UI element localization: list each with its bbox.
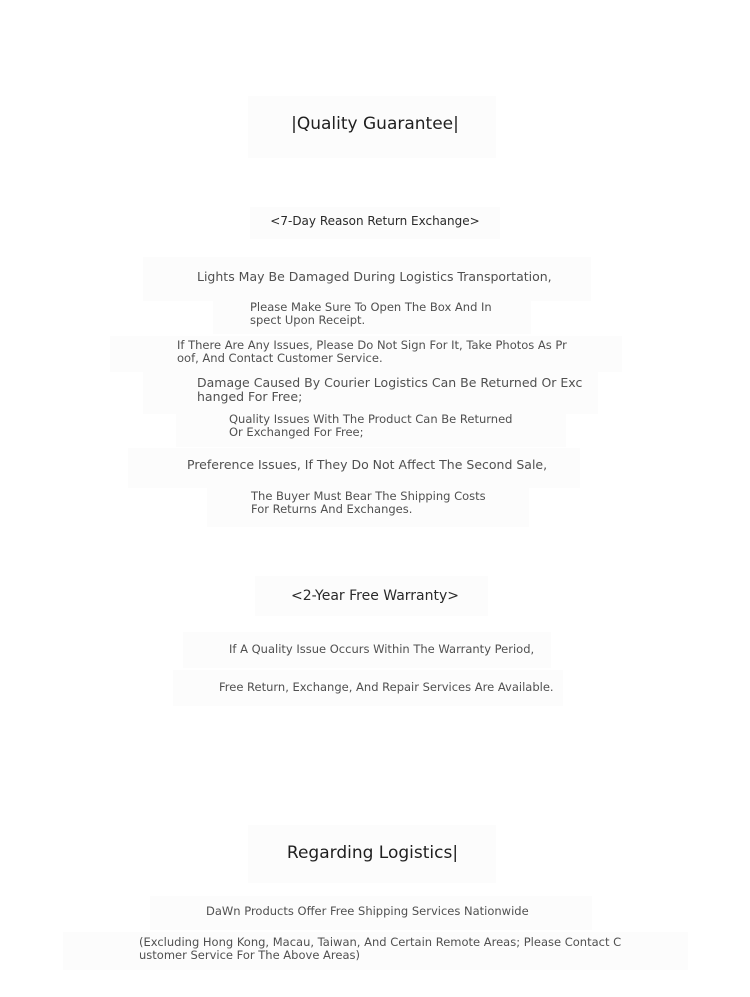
return-title: <7-Day Reason Return Exchange> [270, 214, 480, 228]
return-line-7: The Buyer Must Bear The Shipping Costs For Returns And Exchanges. [251, 489, 486, 517]
return-line-1: Lights May Be Damaged During Logistics Transportation, [197, 269, 552, 284]
logistics-heading: Regarding Logistics| [286, 843, 459, 863]
return-line-6: Preference Issues, If They Do Not Affect The Second Sale, [187, 457, 548, 472]
return-line-2: Please Make Sure To Open The Box And In spect Upon Receipt. [250, 300, 492, 328]
warranty-title: <2-Year Free Warranty> [290, 588, 460, 604]
return-line-4: Damage Caused By Courier Logistics Can Be Returned Or Exc hanged For Free; [197, 375, 583, 405]
warranty-line-1: If A Quality Issue Occurs Within The Warranty Period, [229, 642, 535, 656]
return-line-3: If There Are Any Issues, Please Do Not Sign For It, Take Photos As Pr oof, And Contact Customer Service. [177, 338, 567, 366]
warranty-line-2: Free Return, Exchange, And Repair Services Are Available. [219, 680, 554, 694]
logistics-line-1: DaWn Products Offer Free Shipping Services Nationwide [206, 904, 529, 918]
quality-heading: |Quality Guarantee| [291, 114, 459, 134]
logistics-line-2: (Excluding Hong Kong, Macau, Taiwan, And Certain Remote Areas; Please Contact C ustomer Service For The Above Areas) [139, 935, 622, 963]
return-line-5: Quality Issues With The Product Can Be Returned Or Exchanged For Free; [229, 412, 513, 440]
